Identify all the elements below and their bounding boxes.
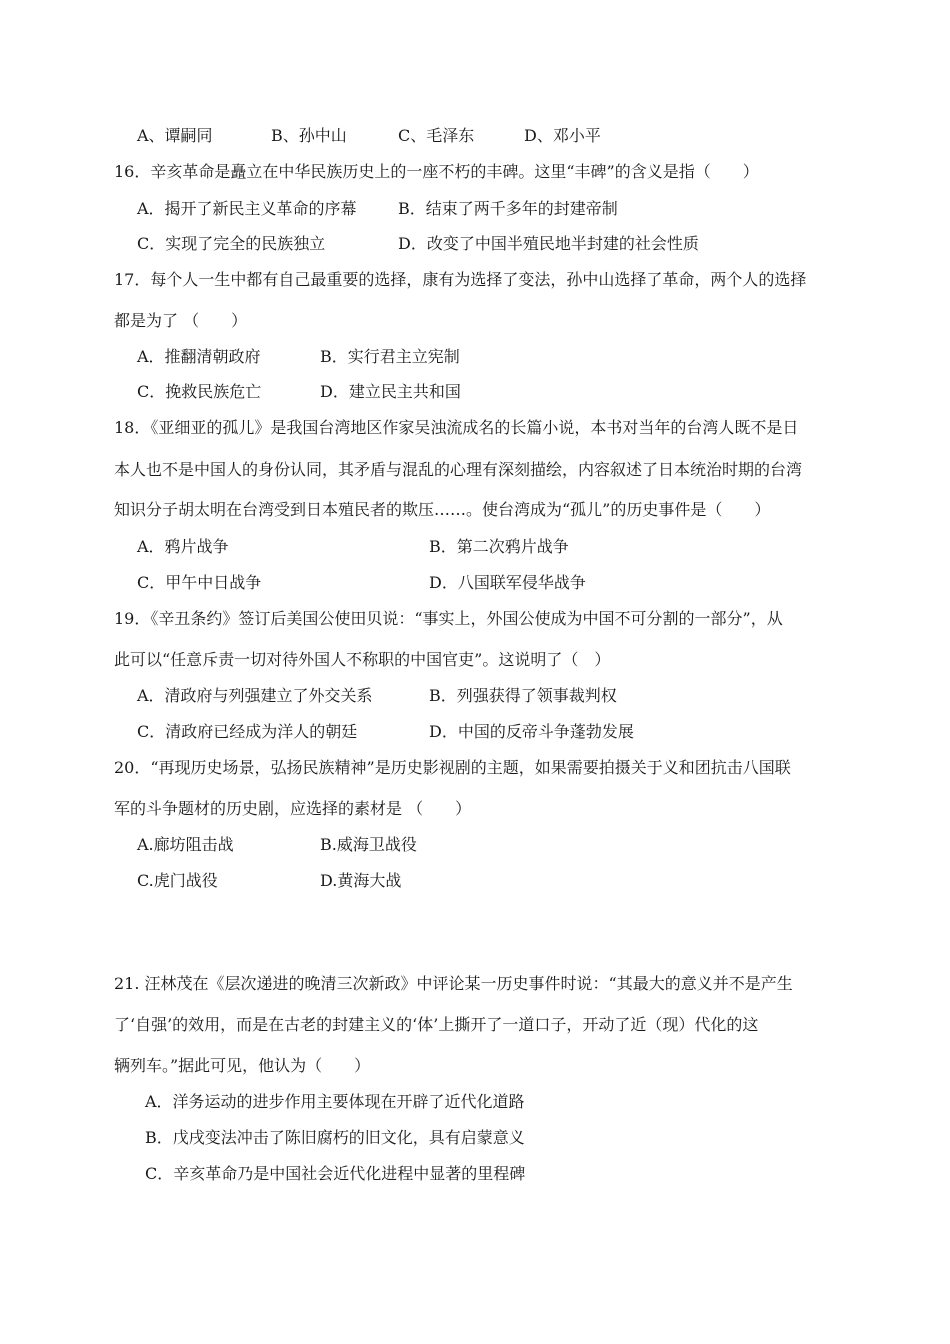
q19-stem-line-1: 19．《辛丑条约》签订后美国公使田贝说：“事实上，外国公使成为中国不可分割的一部分”，从 (114, 609, 783, 628)
q18-stem-line-3: 知识分子胡太明在台湾受到日本殖民者的欺压……。使台湾成为“孤儿”的历史事件是（ ） (114, 500, 771, 519)
q15-option-a: A、谭嗣同 (137, 126, 213, 145)
q17-option-a: A．推翻清朝政府 (137, 347, 261, 366)
q20-option-a: A.廊坊阻击战 (137, 835, 234, 854)
q16-option-d: D．改变了中国半殖民地半封建的社会性质 (398, 234, 699, 253)
q19-option-d: D．中国的反帝斗争蓬勃发展 (429, 722, 634, 741)
q17-option-b: B．实行君主立宪制 (320, 347, 460, 366)
q19-stem-line-2: 此可以“任意斥责一切对待外国人不称职的中国官吏”。这说明了（ ） (114, 650, 611, 669)
q17-option-c: C．挽救民族危亡 (137, 382, 262, 401)
q20-stem-line-1: 20．“再现历史场景，弘扬民族精神”是历史影视剧的主题，如果需要拍摄关于义和团抗击八国联 (114, 758, 791, 777)
q18-stem-line-1: 18．《亚细亚的孤儿》是我国台湾地区作家吴浊流成名的长篇小说，本书对当年的台湾人既不是日 (114, 418, 799, 437)
q21-option-b: B．戊戌变法冲击了陈旧腐朽的旧文化，具有启蒙意义 (145, 1128, 525, 1147)
q16-option-c: C．实现了完全的民族独立 (137, 234, 326, 253)
q21-stem-line-1: 21. 汪林茂在《层次递进的晚清三次新政》中评论某一历史事件时说：“其最大的意义并不是产生 (114, 974, 793, 993)
q19-option-a: A．清政府与列强建立了外交关系 (137, 686, 373, 705)
q15-option-c: C、毛泽东 (398, 126, 475, 145)
q18-option-a: A．鸦片战争 (137, 537, 229, 556)
q20-option-b: B.威海卫战役 (320, 835, 417, 854)
q18-option-b: B．第二次鸦片战争 (429, 537, 569, 556)
q17-stem-line-1: 17．每个人一生中都有自己最重要的选择，康有为选择了变法，孙中山选择了革命，两个人的选择 (114, 270, 807, 289)
q15-option-d: D、邓小平 (524, 126, 601, 145)
q21-stem-line-3: 辆列车。”据此可见，他认为（ ） (114, 1056, 371, 1075)
q16-stem: 16．辛亥革命是矗立在中华民族历史上的一座不朽的丰碑。这里“丰碑”的含义是指（ ） (114, 162, 759, 181)
q20-option-c: C.虎门战役 (137, 871, 218, 890)
q21-stem-line-2: 了‘自强’的效用，而是在古老的封建主义的‘体’上撕开了一道口子，开动了近（现）代化的这 (114, 1015, 759, 1034)
q21-option-a: A．洋务运动的进步作用主要体现在开辟了近代化道路 (145, 1092, 525, 1111)
q20-stem-line-2: 军的斗争题材的历史剧，应选择的素材是 （ ） (114, 799, 472, 818)
q17-stem-line-2: 都是为了 （ ） (114, 311, 248, 330)
q17-option-d: D．建立民主共和国 (320, 382, 461, 401)
q18-option-d: D．八国联军侵华战争 (429, 573, 586, 592)
q19-option-c: C．清政府已经成为洋人的朝廷 (137, 722, 358, 741)
q18-option-c: C．甲午中日战争 (137, 573, 262, 592)
q18-stem-line-2: 本人也不是中国人的身份认同，其矛盾与混乱的心理有深刻描绘，内容叙述了日本统治时期的台湾 (114, 460, 803, 479)
q15-option-b: B、孙中山 (271, 126, 347, 145)
q16-option-b: B．结束了两千多年的封建帝制 (398, 199, 618, 218)
q21-option-c: C．辛亥革命乃是中国社会近代化进程中显著的里程碑 (145, 1164, 526, 1183)
q19-option-b: B．列强获得了领事裁判权 (429, 686, 617, 705)
q20-option-d: D.黄海大战 (320, 871, 402, 890)
q16-option-a: A．揭开了新民主义革命的序幕 (137, 199, 357, 218)
